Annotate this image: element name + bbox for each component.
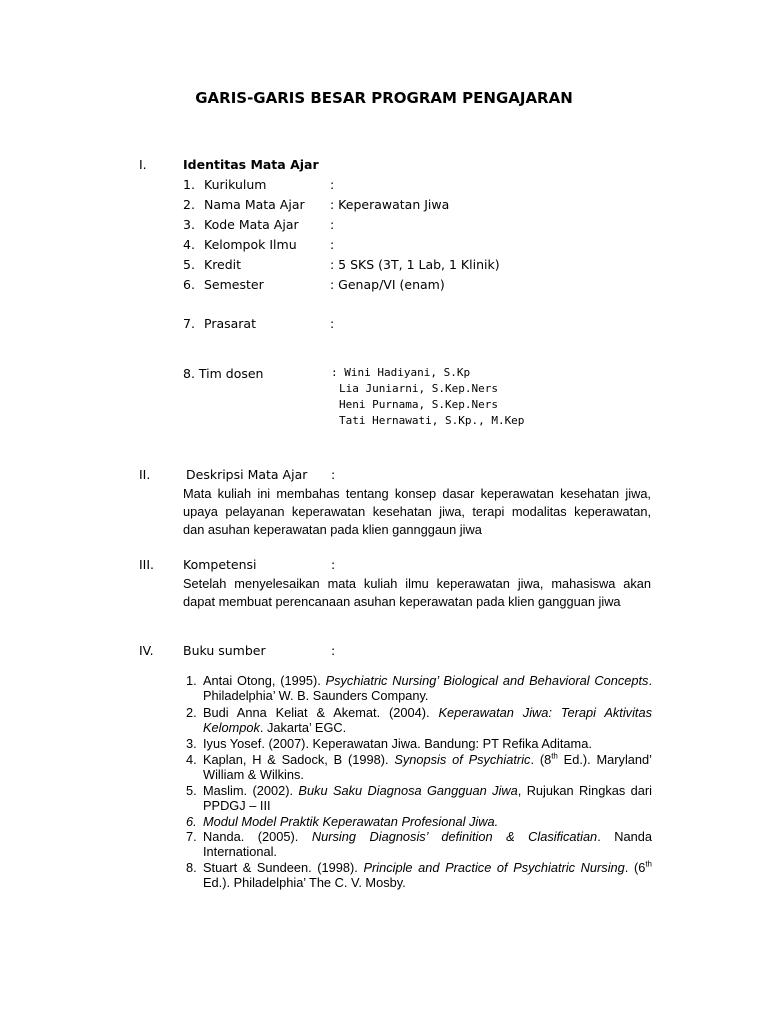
identitas-item-label: Kode Mata Ajar bbox=[204, 217, 299, 232]
deskripsi-line-2: upaya pelayanan keperawatan kesehatan jiwa, terapi modalitas keperawatan, bbox=[183, 504, 651, 519]
identitas-item-number: 6. bbox=[183, 277, 195, 292]
reference-segment: Budi Anna Keliat & Akemat. (2004). bbox=[203, 705, 439, 720]
reference-title: Buku Saku Diagnosa Gangguan Jiwa bbox=[298, 783, 518, 798]
reference-number: 1. bbox=[186, 673, 197, 688]
reference-line bbox=[203, 860, 652, 875]
reference-title: Kelompok bbox=[203, 720, 260, 735]
identitas-item-number: 5. bbox=[183, 257, 195, 272]
reference-text bbox=[203, 783, 652, 813]
reference-segment: PPDGJ – III bbox=[203, 798, 271, 813]
section-colon-kompetensi: : bbox=[331, 557, 336, 572]
deskripsi-line-1: Mata kuliah ini membahas tentang konsep dasar keperawatan kesehatan jiwa, bbox=[183, 486, 651, 501]
reference-segment: Ed.). Maryland’ bbox=[557, 752, 652, 767]
reference-text bbox=[203, 736, 652, 751]
identitas-item-label: Prasarat bbox=[204, 316, 256, 331]
reference-text bbox=[203, 752, 652, 782]
identitas-item-number: 3. bbox=[183, 217, 195, 232]
reference-segment: Kaplan, H & Sadock, B (1998). bbox=[203, 752, 395, 767]
reference-text bbox=[203, 814, 652, 829]
tim-dosen-member: Heni Purnama, S.Kep.Ners bbox=[339, 398, 498, 411]
reference-title: Modul Model Praktik Keperawatan Profesional Jiwa. bbox=[203, 814, 499, 829]
reference-line bbox=[203, 783, 652, 798]
reference-line bbox=[203, 720, 652, 735]
reference-segment: Stuart & Sundeen. (1998). bbox=[203, 860, 364, 875]
reference-segment: Philadelphia’ W. B. Saunders Company. bbox=[203, 688, 429, 703]
reference-segment: Nanda. (2005). bbox=[203, 829, 312, 844]
section-heading-identitas: Identitas Mata Ajar bbox=[183, 157, 319, 172]
reference-title: Principle and Practice of Psychiatric Nursing bbox=[363, 860, 625, 875]
deskripsi-line-3: dan asuhan keperawatan pada klien gannggaun jiwa bbox=[183, 522, 482, 537]
tim-dosen-member: : Wini Hadiyani, S.Kp bbox=[331, 366, 471, 379]
section-colon-deskripsi: : bbox=[331, 467, 336, 482]
section-number-1: I. bbox=[139, 157, 147, 172]
reference-line bbox=[203, 814, 652, 829]
section-colon-buku: : bbox=[331, 643, 336, 658]
section-number-4: IV. bbox=[139, 643, 154, 658]
identitas-item-number: 1. bbox=[183, 177, 195, 192]
identitas-item-number: 2. bbox=[183, 197, 195, 212]
kompetensi-line-2: dapat membuat perencanaan asuhan keperawatan pada klien gangguan jiwa bbox=[183, 594, 621, 609]
reference-number: 6. bbox=[186, 814, 197, 829]
reference-number: 3. bbox=[186, 736, 197, 751]
reference-line bbox=[203, 673, 652, 688]
identitas-item-value: : bbox=[330, 177, 335, 192]
reference-line bbox=[203, 767, 652, 782]
reference-segment: International. bbox=[203, 844, 277, 859]
section-heading-buku: Buku sumber bbox=[183, 643, 266, 658]
identitas-item-label: Kurikulum bbox=[204, 177, 267, 192]
reference-line bbox=[203, 829, 652, 844]
reference-line bbox=[203, 875, 652, 890]
reference-title: Synopsis of Psychiatric bbox=[394, 752, 531, 767]
reference-segment: , Rujukan Ringkas dari bbox=[517, 783, 652, 798]
page-title: GARIS-GARIS BESAR PROGRAM PENGAJARAN bbox=[195, 89, 573, 107]
reference-line bbox=[203, 688, 652, 703]
reference-segment: . Nanda bbox=[597, 829, 652, 844]
identitas-item-value: : 5 SKS (3T, 1 Lab, 1 Klinik) bbox=[330, 257, 500, 272]
reference-text bbox=[203, 705, 652, 735]
reference-line bbox=[203, 752, 652, 767]
identitas-item-label: Kredit bbox=[204, 257, 242, 272]
reference-segment: th bbox=[551, 751, 558, 761]
reference-title: Nursing Diagnosis’ definition & Clasificatian bbox=[311, 829, 598, 844]
section-heading-deskripsi: Deskripsi Mata Ajar bbox=[186, 467, 308, 482]
identitas-item-label: Semester bbox=[204, 277, 264, 292]
reference-segment: Iyus Yosef. (2007). Keperawatan Jiwa. Bandung: PT Refika Aditama. bbox=[203, 736, 592, 751]
identitas-item-number: 7. bbox=[183, 316, 195, 331]
tim-dosen-member: Tati Hernawati, S.Kp., M.Kep bbox=[339, 414, 525, 427]
identitas-item-value: : bbox=[330, 316, 335, 331]
reference-text bbox=[203, 673, 652, 703]
reference-segment: Ed.). Philadelphia’ The C. V. Mosby. bbox=[203, 875, 406, 890]
reference-segment: . (6 bbox=[624, 860, 646, 875]
tim-dosen-label: 8. Tim dosen bbox=[183, 366, 264, 381]
reference-segment: . bbox=[648, 673, 653, 688]
reference-segment: Maslim. (2002). bbox=[203, 783, 299, 798]
identitas-item-value: : Keperawatan Jiwa bbox=[330, 197, 450, 212]
reference-segment: th bbox=[645, 859, 652, 869]
reference-line bbox=[203, 798, 652, 813]
identitas-item-label: Nama Mata Ajar bbox=[204, 197, 305, 212]
reference-segment: Antai Otong, (1995). bbox=[203, 673, 326, 688]
reference-line bbox=[203, 736, 652, 751]
identitas-item-value: : bbox=[330, 237, 335, 252]
reference-number: 8. bbox=[186, 860, 197, 875]
reference-segment: . Jakarta’ EGC. bbox=[259, 720, 347, 735]
identitas-item-value: : bbox=[330, 217, 335, 232]
identitas-item-value: : Genap/VI (enam) bbox=[330, 277, 445, 292]
tim-dosen-member: Lia Juniarni, S.Kep.Ners bbox=[339, 382, 498, 395]
reference-number: 2. bbox=[186, 705, 197, 720]
reference-line bbox=[203, 705, 652, 720]
reference-number: 7. bbox=[186, 829, 197, 844]
reference-number: 4. bbox=[186, 752, 197, 767]
section-heading-kompetensi: Kompetensi bbox=[183, 557, 257, 572]
identitas-item-label: Kelompok Ilmu bbox=[204, 237, 297, 252]
reference-title: Keperawatan Jiwa: Terapi Aktivitas bbox=[438, 705, 652, 720]
reference-title: Psychiatric Nursing’ Biological and Behavioral Concepts bbox=[325, 673, 649, 688]
reference-line bbox=[203, 844, 652, 859]
section-number-2: II. bbox=[139, 467, 151, 482]
kompetensi-line-1: Setelah menyelesaikan mata kuliah ilmu keperawatan jiwa, mahasiswa akan bbox=[183, 576, 651, 591]
reference-segment: William & Wilkins. bbox=[203, 767, 304, 782]
reference-text bbox=[203, 860, 652, 890]
section-number-3: III. bbox=[139, 557, 155, 572]
reference-segment: . (8 bbox=[530, 752, 552, 767]
reference-text bbox=[203, 829, 652, 859]
reference-number: 5. bbox=[186, 783, 197, 798]
identitas-item-number: 4. bbox=[183, 237, 195, 252]
